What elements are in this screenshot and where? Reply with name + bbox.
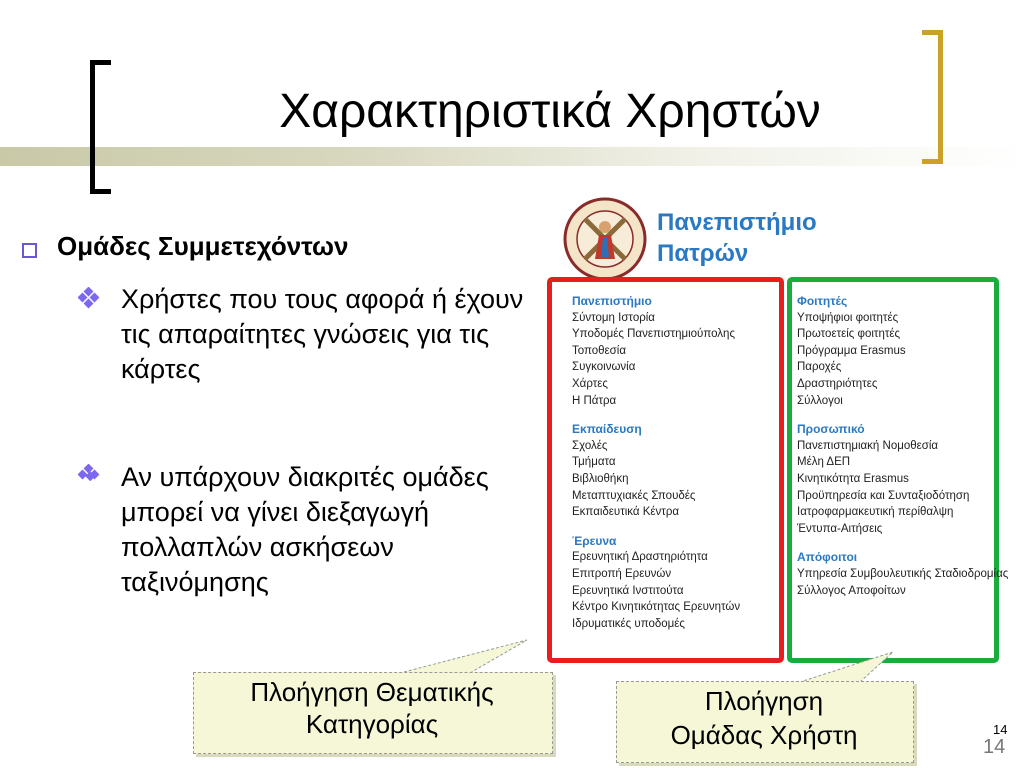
title-band: [0, 147, 1024, 166]
menu-item[interactable]: Πανεπιστημιακή Νομοθεσία: [797, 439, 939, 452]
menu-item[interactable]: Ιατροφαρμακευτική περίθαλψη: [797, 506, 954, 519]
university-seal-logo: [563, 197, 647, 281]
menu-item[interactable]: Προϋπηρεσία και Συνταξιοδότηση: [797, 489, 970, 502]
slide-title: Χαρακτηριστικά Χρηστών: [279, 85, 821, 138]
menu-item[interactable]: Παροχές: [797, 361, 842, 374]
callout-line: Πλοήγηση: [704, 686, 824, 716]
menu-item[interactable]: Πρόγραμμα Erasmus: [797, 344, 906, 357]
university-name-line2: Πατρών: [657, 240, 749, 267]
diamond-bullet-icon: [78, 287, 100, 309]
callout-line: Πλοήγηση Θεματικής: [250, 677, 494, 707]
menu-item[interactable]: Πρωτοετείς φοιτητές: [797, 328, 901, 341]
university-name: [657, 207, 877, 269]
menu-item[interactable]: Υποδομές Πανεπιστημιούπολης: [572, 328, 735, 341]
callout-line: Ομάδας Χρήστη: [670, 720, 858, 750]
menu-item[interactable]: Ερευνητική Δραστηριότητα: [572, 551, 708, 564]
menu-item[interactable]: Ερευνητικά Ινστιτούτα: [572, 584, 684, 597]
sub-bullet-groups: Αν υπάρχουν διακριτές ομάδες μπορεί να γίνει διεξαγωγή πολλαπλών ασκήσεων ταξινόμησης: [121, 462, 489, 597]
topic-menu: [572, 293, 740, 632]
user-group-navigation-callout-text: [616, 684, 912, 752]
topic-navigation-callout-text: [193, 676, 551, 740]
page-number: 14: [983, 736, 1006, 758]
menu-item[interactable]: Βιβλιοθήκη: [572, 472, 629, 485]
menu-item[interactable]: Υπηρεσία Συμβουλευτικής Σταδιοδρομίας: [797, 567, 1009, 580]
menu-item[interactable]: Κέντρο Κινητικότητας Ερευνητών: [572, 601, 741, 614]
sub-bullet-users: Χρήστες που τους αφορά ή έχουν τις απαραίτητες γνώσεις για τις κάρτες: [121, 284, 524, 384]
menu-item[interactable]: Έντυπα-Αιτήσεις: [797, 522, 883, 535]
menu-item[interactable]: Κινητικότητα Erasmus: [797, 472, 909, 485]
menu-section-title[interactable]: Φοιτητές: [797, 294, 848, 308]
menu-item[interactable]: Δραστηριότητες: [797, 377, 878, 390]
menu-section-title[interactable]: Απόφοιτοι: [797, 550, 858, 565]
menu-item[interactable]: Ιδρυματικές υποδομές: [572, 617, 685, 630]
menu-item[interactable]: Σύλλογος Αποφοίτων: [797, 584, 906, 597]
menu-item[interactable]: Σύλλογοι: [797, 394, 843, 407]
menu-item[interactable]: Υποψήφιοι φοιτητές: [797, 311, 899, 324]
university-name-line1: Πανεπιστήμιο: [657, 209, 817, 236]
menu-item[interactable]: Σχολές: [572, 439, 608, 452]
menu-item[interactable]: Επιτροπή Ερευνών: [572, 567, 672, 580]
menu-item[interactable]: Εκπαιδευτικά Κέντρα: [572, 506, 680, 519]
diamond-bullet-icon: [78, 464, 100, 486]
menu-section-title[interactable]: Έρευνα: [572, 533, 617, 548]
menu-item[interactable]: Μεταπτυχιακές Σπουδές: [572, 489, 696, 502]
left-bracket-decoration: [90, 60, 111, 194]
menu-item[interactable]: Η Πάτρα: [572, 394, 617, 407]
page-number-small: 14: [993, 722, 1008, 737]
bullet-participant-groups: Ομάδες Συμμετεχόντων: [57, 231, 349, 261]
menu-item[interactable]: Συγκοινωνία: [572, 361, 636, 374]
right-bracket-decoration: [922, 30, 943, 164]
menu-item[interactable]: Μέλη ΔΕΠ: [797, 456, 851, 469]
menu-item[interactable]: Τμήματα: [572, 456, 616, 469]
menu-item[interactable]: Σύντομη Ιστορία: [572, 311, 655, 324]
square-bullet-icon: [22, 243, 37, 258]
menu-item[interactable]: Τοποθεσία: [572, 344, 626, 357]
menu-item[interactable]: Χάρτες: [572, 377, 608, 390]
menu-section-title[interactable]: Προσωπικό: [797, 422, 865, 437]
callout-line: Κατηγορίας: [305, 709, 439, 739]
menu-section-title[interactable]: Πανεπιστήμιο: [572, 294, 652, 308]
user-group-menu: [797, 293, 1008, 599]
menu-section-title[interactable]: Εκπαίδευση: [572, 422, 642, 437]
